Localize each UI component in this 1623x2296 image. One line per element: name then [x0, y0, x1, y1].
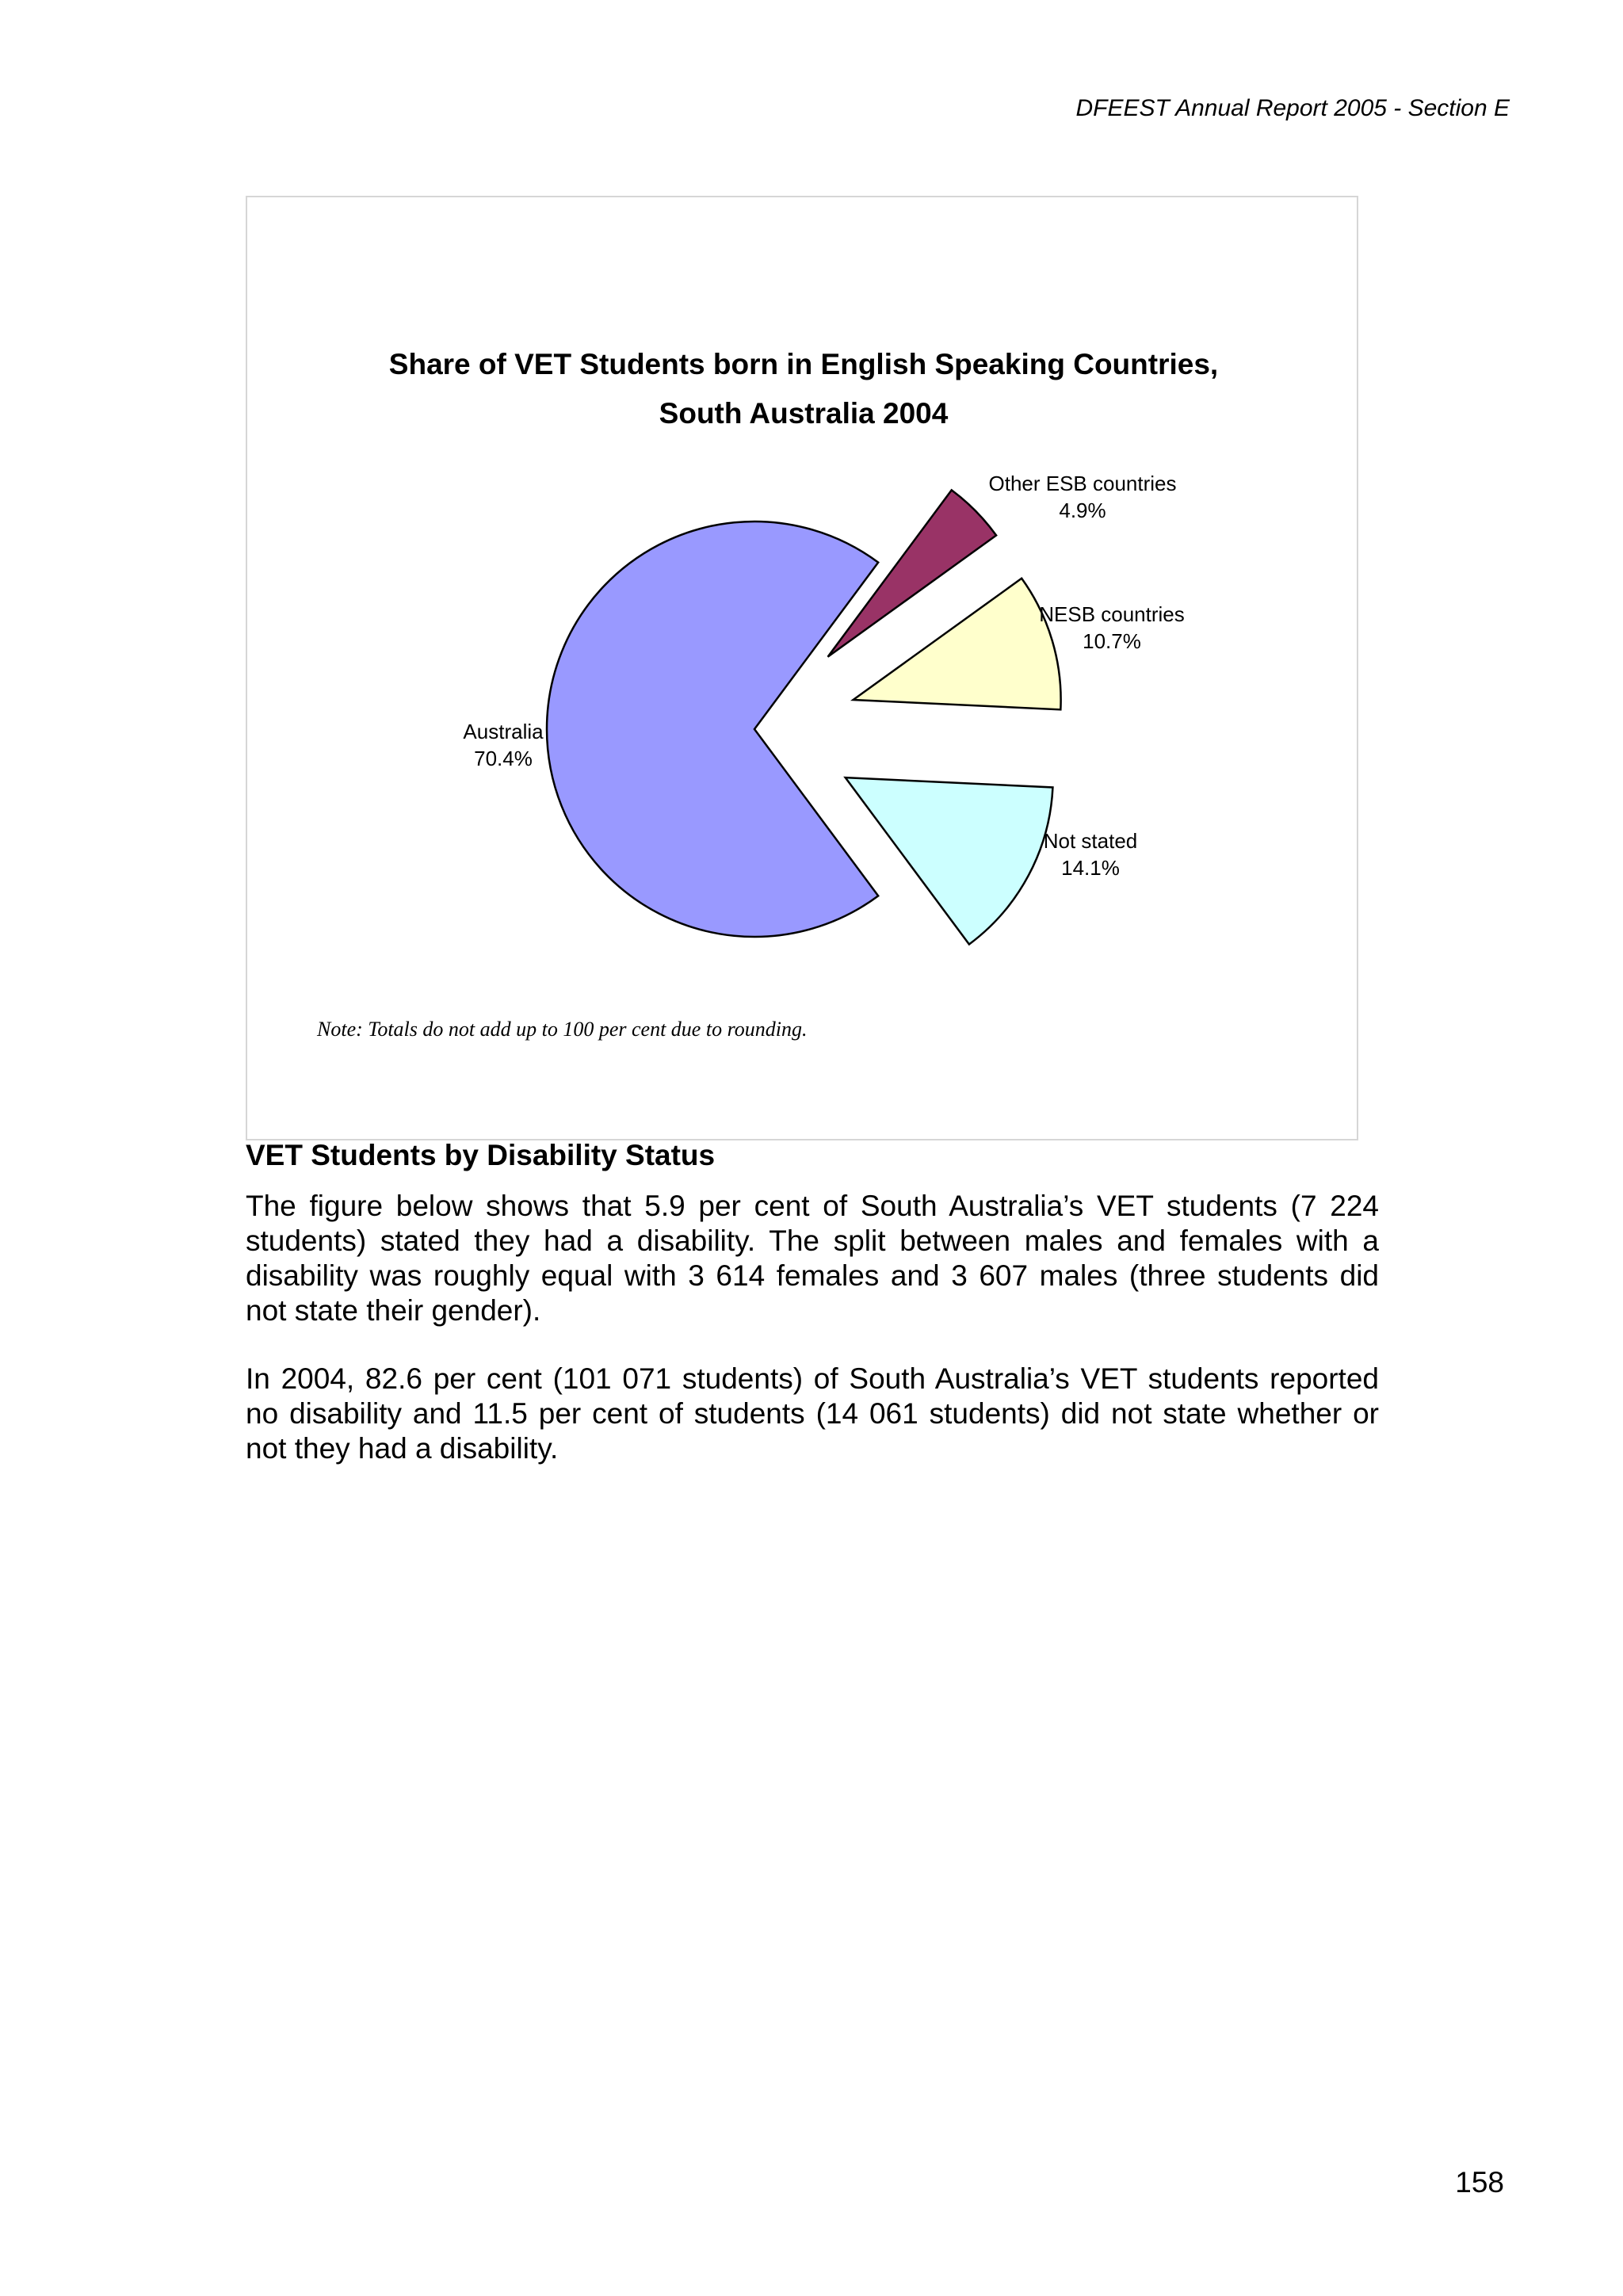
chart-note: Note: Totals do not add up to 100 per cent due to rounding. — [317, 1018, 808, 1041]
body-paragraph-2: In 2004, 82.6 per cent (101 071 students) of South Australia’s VET students reported no disability and 11.5 per cent of students (14 061 students) did not state whether or not they had a disability. — [246, 1362, 1379, 1465]
pie-label-not-stated: Not stated 14.1% — [1043, 829, 1138, 880]
chart-frame — [246, 196, 1358, 1140]
chart-title-line-2: South Australia 2004 — [659, 397, 949, 430]
pie-slice-not-stated — [846, 777, 1053, 944]
pie-label-australia: Australia 70.4% — [463, 720, 544, 770]
running-header: DFEEST Annual Report 2005 - Section E — [1075, 95, 1510, 121]
pie-label-nesb-countries: NESB countries 10.7% — [1039, 602, 1185, 653]
section-heading: VET Students by Disability Status — [246, 1139, 716, 1171]
pie-slice-australia — [547, 521, 878, 937]
page-number: 158 — [1455, 2166, 1504, 2199]
chart-title-line-1: Share of VET Students born in English Speaking Countries, — [388, 348, 1219, 380]
body-paragraph-1: The figure below shows that 5.9 per cent of South Australia’s VET students (7 224 students) stated they had a disability. The split between males and females with a disability was roughly equal with 3 614 females and 3 607 males (three students did not state their gender). — [246, 1190, 1379, 1327]
pie-chart — [247, 197, 1360, 1142]
pie-label-other-esb-countries: Other ESB countries 4.9% — [988, 472, 1177, 522]
